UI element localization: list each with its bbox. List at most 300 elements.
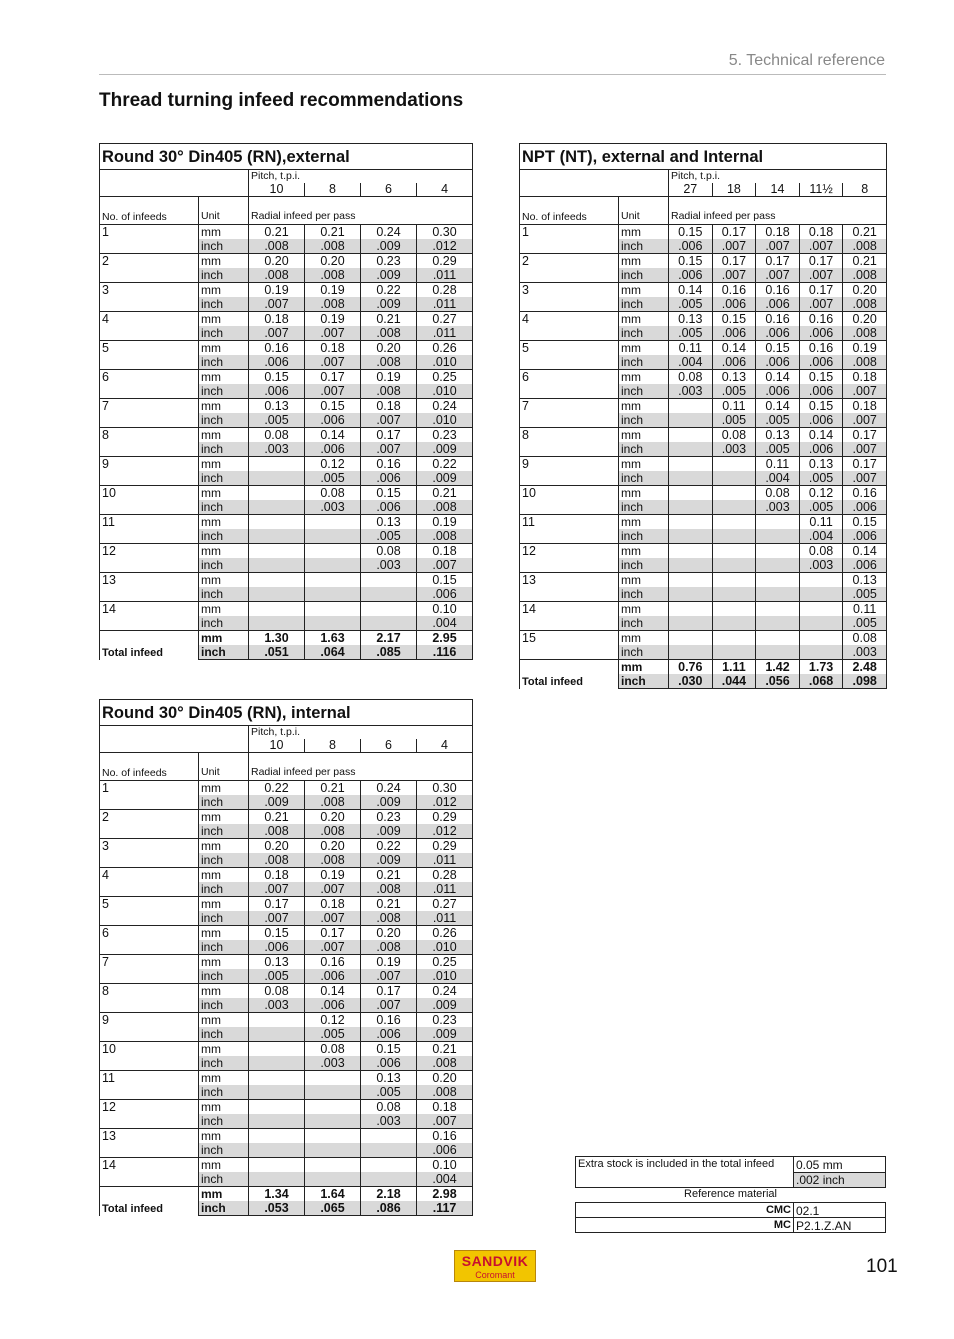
unit-mm: mm	[619, 486, 669, 501]
unit-mm: mm	[199, 370, 249, 385]
unit-mm: mm	[199, 926, 249, 941]
inch-value: .008	[843, 326, 887, 341]
mm-value: 0.25	[417, 955, 473, 970]
total-inch-value: .086	[361, 1201, 417, 1216]
mm-value: 0.20	[305, 254, 361, 269]
unit-mm: mm	[619, 515, 669, 530]
inch-value: .004	[669, 355, 713, 370]
mm-value	[249, 602, 305, 617]
mm-value	[712, 544, 756, 559]
unit-inch: inch	[199, 326, 249, 341]
mm-value: 0.15	[669, 225, 713, 240]
inch-value: .009	[361, 795, 417, 810]
inch-value	[669, 529, 713, 544]
infeed-number: 8	[100, 428, 199, 457]
mm-value: 0.17	[712, 254, 756, 269]
unit-mm: mm	[619, 544, 669, 559]
unit-mm: mm	[199, 1042, 249, 1057]
mm-value: 0.14	[843, 544, 887, 559]
inch-value: .005	[712, 413, 756, 428]
inch-value: .007	[712, 239, 756, 254]
total-inch-value: .065	[305, 1201, 361, 1216]
inch-value: .010	[417, 355, 473, 370]
infeed-number: 6	[520, 370, 619, 399]
inch-value: .007	[843, 413, 887, 428]
inch-value	[669, 413, 713, 428]
total-row	[100, 631, 473, 646]
inch-value: .008	[417, 1056, 473, 1071]
table-row	[100, 984, 473, 999]
infeed-number: 10	[520, 486, 619, 515]
inch-value	[799, 616, 843, 631]
pitch-value: 6	[361, 183, 417, 197]
unit-inch: inch	[199, 616, 249, 631]
table-row	[100, 1129, 473, 1144]
inch-value: .005	[843, 616, 887, 631]
infeed-number: 3	[520, 283, 619, 312]
mm-value	[669, 602, 713, 617]
unit-inch: inch	[619, 297, 669, 312]
inch-value: .006	[361, 471, 417, 486]
table-row	[100, 399, 473, 414]
inch-value: .008	[361, 384, 417, 399]
unit-inch: inch	[619, 442, 669, 457]
no-of-infeeds-header: No. of infeeds	[100, 197, 199, 225]
mm-value: 0.16	[712, 283, 756, 298]
inch-value: .007	[305, 940, 361, 955]
table-row	[100, 810, 473, 825]
inch-value: .007	[843, 384, 887, 399]
mm-value	[249, 486, 305, 501]
mc-label: MC	[773, 1219, 791, 1231]
inch-value: .005	[756, 413, 800, 428]
inch-value: .003	[669, 384, 713, 399]
inch-value: .007	[417, 1114, 473, 1129]
inch-value: .008	[361, 940, 417, 955]
total-mm-value: 1.73	[799, 660, 843, 675]
blank-cell	[100, 170, 249, 197]
mm-value: 0.28	[417, 283, 473, 298]
inch-value	[249, 1143, 305, 1158]
pitch-value: 4	[417, 739, 473, 753]
unit-mm: mm	[199, 573, 249, 588]
table-row	[100, 1100, 473, 1115]
table-row	[100, 225, 473, 240]
unit-mm: mm	[619, 399, 669, 414]
unit-mm: mm	[619, 225, 669, 240]
infeed-number: 5	[100, 341, 199, 370]
mm-value: 0.15	[799, 399, 843, 414]
mm-value: 0.19	[305, 312, 361, 327]
mm-value	[756, 544, 800, 559]
inch-value: .007	[799, 239, 843, 254]
mm-value: 0.21	[417, 486, 473, 501]
mm-value	[305, 1100, 361, 1115]
total-mm-value: 1.30	[249, 631, 305, 646]
infeed-number: 10	[100, 1042, 199, 1071]
mm-value: 0.18	[417, 544, 473, 559]
table-row	[100, 254, 473, 269]
table-row	[520, 486, 887, 501]
mm-value	[799, 573, 843, 588]
inch-value: .011	[417, 326, 473, 341]
mm-value: 0.15	[249, 926, 305, 941]
table-row	[100, 515, 473, 530]
inch-value: .008	[843, 355, 887, 370]
mm-value: 0.24	[361, 781, 417, 796]
unit-inch: inch	[199, 645, 249, 660]
inch-value: .007	[305, 384, 361, 399]
mm-value: 0.13	[799, 457, 843, 472]
inch-value: .006	[712, 297, 756, 312]
mm-value: 0.16	[756, 312, 800, 327]
unit-inch: inch	[199, 998, 249, 1013]
unit-inch: inch	[619, 645, 669, 660]
inch-value: .005	[799, 500, 843, 515]
mm-value: 0.16	[799, 341, 843, 356]
unit-mm: mm	[199, 810, 249, 825]
blank-cell	[100, 726, 249, 753]
unit-mm: mm	[199, 428, 249, 443]
unit-mm: mm	[199, 1158, 249, 1173]
unit-mm: mm	[199, 1071, 249, 1086]
mm-value: 0.18	[361, 399, 417, 414]
inch-value: .006	[756, 355, 800, 370]
inch-value	[669, 471, 713, 486]
mm-value	[249, 1071, 305, 1086]
inch-value	[669, 558, 713, 573]
section-label: 5. Technical reference	[728, 52, 885, 69]
table-row	[520, 341, 887, 356]
inch-value: .008	[417, 500, 473, 515]
table-row	[100, 457, 473, 472]
total-inch-value: .068	[799, 674, 843, 689]
inch-value	[669, 587, 713, 602]
unit-inch: inch	[199, 297, 249, 312]
mm-value: 0.14	[756, 399, 800, 414]
page-number: 101	[866, 1256, 898, 1277]
total-row	[520, 660, 887, 675]
unit-inch: inch	[199, 471, 249, 486]
mm-value: 0.15	[843, 515, 887, 530]
unit-inch: inch	[199, 853, 249, 868]
inch-value: .011	[417, 911, 473, 926]
total-inch-value: .044	[712, 674, 756, 689]
mm-value: 0.12	[799, 486, 843, 501]
mm-value: 0.13	[249, 399, 305, 414]
inch-value	[305, 529, 361, 544]
inch-value: .006	[305, 969, 361, 984]
table-row	[520, 254, 887, 269]
table-row	[100, 312, 473, 327]
mm-value	[249, 573, 305, 588]
mm-value: 0.08	[843, 631, 887, 646]
inch-value: .006	[249, 355, 305, 370]
total-inch-value: .117	[417, 1201, 473, 1216]
table-row	[520, 312, 887, 327]
mm-value: 0.29	[417, 254, 473, 269]
inch-value: .012	[417, 239, 473, 254]
unit-mm: mm	[619, 631, 669, 646]
infeed-number: 11	[100, 515, 199, 544]
mm-value: 0.14	[669, 283, 713, 298]
unit-inch: inch	[619, 471, 669, 486]
mm-value: 0.22	[361, 839, 417, 854]
mm-value: 0.27	[417, 897, 473, 912]
inch-value	[249, 529, 305, 544]
mm-value: 0.08	[669, 370, 713, 385]
inch-value: .008	[305, 268, 361, 283]
inch-value: .011	[417, 297, 473, 312]
inch-value: .007	[249, 882, 305, 897]
mm-value: 0.26	[417, 341, 473, 356]
mm-value: 0.23	[417, 428, 473, 443]
inch-value: .006	[756, 297, 800, 312]
mm-value	[305, 1158, 361, 1173]
infeed-number: 7	[520, 399, 619, 428]
inch-value: .006	[799, 326, 843, 341]
mm-value: 0.15	[417, 573, 473, 588]
mm-value: 0.11	[712, 399, 756, 414]
infeed-number: 6	[100, 370, 199, 399]
unit-inch: inch	[199, 940, 249, 955]
inch-value: .009	[417, 1027, 473, 1042]
inch-value: .008	[361, 882, 417, 897]
mm-value	[712, 457, 756, 472]
mm-value	[305, 1129, 361, 1144]
mm-value: 0.20	[417, 1071, 473, 1086]
inch-value: .006	[417, 1143, 473, 1158]
infeed-number: 1	[520, 225, 619, 254]
total-inch-value: .064	[305, 645, 361, 660]
mm-value	[361, 1158, 417, 1173]
mm-value	[799, 631, 843, 646]
unit-mm: mm	[199, 486, 249, 501]
unit-mm: mm	[619, 370, 669, 385]
radial-infeed-header: Radial infeed per pass	[249, 753, 473, 781]
unit-inch: inch	[199, 1201, 249, 1216]
table-row	[100, 839, 473, 854]
extra-mm-cell	[793, 1156, 886, 1173]
mm-value: 0.24	[417, 984, 473, 999]
mm-value: 0.10	[417, 1158, 473, 1173]
mm-value: 0.19	[305, 283, 361, 298]
infeed-number: 13	[520, 573, 619, 602]
unit-header: Unit	[199, 197, 249, 225]
inch-value: .011	[417, 853, 473, 868]
inch-value	[669, 442, 713, 457]
mm-value: 0.19	[305, 868, 361, 883]
inch-value: .003	[305, 1056, 361, 1071]
mm-value: 0.20	[361, 341, 417, 356]
unit-header: Unit	[199, 753, 249, 781]
total-mm-value: 2.95	[417, 631, 473, 646]
inch-value: .011	[417, 882, 473, 897]
inch-value: .009	[361, 239, 417, 254]
mm-value: 0.14	[756, 370, 800, 385]
inch-value: .005	[756, 442, 800, 457]
total-mm-value: 1.42	[756, 660, 800, 675]
table-row	[100, 781, 473, 796]
mm-value: 0.15	[799, 370, 843, 385]
mm-value: 0.15	[361, 1042, 417, 1057]
total-inch-value: .116	[417, 645, 473, 660]
infeed-number: 2	[520, 254, 619, 283]
unit-inch: inch	[619, 413, 669, 428]
unit-mm: mm	[199, 897, 249, 912]
inch-value: .003	[799, 558, 843, 573]
inch-value: .008	[249, 239, 305, 254]
mm-value: 0.25	[417, 370, 473, 385]
pitch-label: Pitch, t.p.i.	[249, 726, 473, 740]
pitch-label: Pitch, t.p.i.	[249, 170, 473, 184]
infeed-number: 8	[520, 428, 619, 457]
mm-value: 0.14	[305, 984, 361, 999]
inch-value: .006	[361, 1027, 417, 1042]
inch-value: .007	[249, 297, 305, 312]
table-row	[100, 370, 473, 385]
infeed-number: 2	[100, 254, 199, 283]
unit-inch: inch	[199, 1027, 249, 1042]
mm-value	[669, 428, 713, 443]
mm-value: 0.20	[843, 312, 887, 327]
mm-value: 0.17	[756, 254, 800, 269]
inch-value: .007	[756, 239, 800, 254]
total-mm-value: 2.17	[361, 631, 417, 646]
unit-mm: mm	[199, 399, 249, 414]
table-title: Round 30° Din405 (RN), internal	[100, 700, 473, 726]
mm-value: 0.29	[417, 839, 473, 854]
table-row	[520, 573, 887, 588]
mm-value: 0.16	[799, 312, 843, 327]
mm-value: 0.19	[843, 341, 887, 356]
total-mm-value: 2.98	[417, 1187, 473, 1202]
mm-value: 0.20	[305, 810, 361, 825]
unit-mm: mm	[619, 457, 669, 472]
mm-value	[249, 1129, 305, 1144]
table-row	[520, 370, 887, 385]
inch-value: .004	[799, 529, 843, 544]
mm-value	[799, 602, 843, 617]
sandvik-coromant-logo	[454, 1250, 536, 1282]
inch-value: .007	[305, 326, 361, 341]
mc-value-cell	[793, 1217, 886, 1233]
total-mm-value: 1.63	[305, 631, 361, 646]
inch-value	[249, 1027, 305, 1042]
inch-value: .006	[305, 998, 361, 1013]
pitch-value: 8	[305, 183, 361, 197]
table-row	[100, 1013, 473, 1028]
total-inch-value: .051	[249, 645, 305, 660]
inch-value: .009	[361, 853, 417, 868]
unit-inch: inch	[199, 587, 249, 602]
mm-value: 0.15	[669, 254, 713, 269]
mm-value: 0.26	[417, 926, 473, 941]
inch-value: .007	[756, 268, 800, 283]
mm-value	[249, 544, 305, 559]
unit-mm: mm	[199, 515, 249, 530]
mm-value	[756, 573, 800, 588]
cmc-label-cell	[575, 1202, 794, 1218]
inch-value: .006	[843, 558, 887, 573]
mm-value	[361, 602, 417, 617]
unit-mm: mm	[619, 573, 669, 588]
radial-infeed-header: Radial infeed per pass	[669, 197, 887, 225]
inch-value: .007	[361, 998, 417, 1013]
inch-value: .009	[417, 471, 473, 486]
inch-value: .009	[361, 824, 417, 839]
inch-value	[249, 1085, 305, 1100]
inch-value	[756, 529, 800, 544]
inch-value: .006	[669, 268, 713, 283]
inch-value: .008	[843, 297, 887, 312]
inch-value: .008	[361, 326, 417, 341]
total-mm-value: 2.18	[361, 1187, 417, 1202]
mm-value: 0.15	[756, 341, 800, 356]
inch-value	[249, 616, 305, 631]
unit-mm: mm	[619, 341, 669, 356]
mm-value: 0.23	[417, 1013, 473, 1028]
infeed-number: 2	[100, 810, 199, 839]
mm-value: 0.16	[756, 283, 800, 298]
mm-value: 0.15	[249, 370, 305, 385]
mm-value	[669, 573, 713, 588]
mm-value: 0.22	[249, 781, 305, 796]
mm-value: 0.13	[669, 312, 713, 327]
infeed-number: 13	[100, 1129, 199, 1158]
inch-value: .006	[249, 940, 305, 955]
unit-mm: mm	[619, 602, 669, 617]
inch-value: .007	[249, 911, 305, 926]
mc-value: P2.1.Z.AN	[796, 1219, 852, 1233]
inch-value: .007	[361, 969, 417, 984]
inch-value	[361, 587, 417, 602]
unit-inch: inch	[199, 239, 249, 254]
unit-mm: mm	[199, 254, 249, 269]
inch-value: .008	[249, 268, 305, 283]
inch-value	[361, 1172, 417, 1187]
mm-value	[669, 457, 713, 472]
mm-value: 0.13	[756, 428, 800, 443]
table-title: NPT (NT), external and Internal	[520, 144, 887, 170]
mm-value: 0.17	[305, 370, 361, 385]
mm-value	[712, 631, 756, 646]
extra-inch-cell	[793, 1172, 886, 1188]
inch-value	[305, 1143, 361, 1158]
mm-value	[756, 515, 800, 530]
unit-inch: inch	[619, 268, 669, 283]
mm-value	[756, 631, 800, 646]
inch-value: .012	[417, 824, 473, 839]
inch-value: .007	[843, 442, 887, 457]
inch-value	[305, 616, 361, 631]
mm-value: 0.17	[305, 926, 361, 941]
mm-value	[305, 544, 361, 559]
extra-mm-value: 0.05 mm	[796, 1158, 843, 1172]
infeed-table-npt	[519, 143, 887, 689]
inch-value	[361, 616, 417, 631]
mm-value	[669, 515, 713, 530]
unit-inch: inch	[199, 558, 249, 573]
infeed-number: 12	[100, 544, 199, 573]
inch-value: .008	[249, 824, 305, 839]
pitch-label: Pitch, t.p.i.	[669, 170, 887, 184]
mm-value	[669, 631, 713, 646]
mm-value: 0.24	[361, 225, 417, 240]
mm-value: 0.08	[756, 486, 800, 501]
mm-value: 0.21	[417, 1042, 473, 1057]
total-infeed-label: Total infeed	[100, 1187, 199, 1216]
